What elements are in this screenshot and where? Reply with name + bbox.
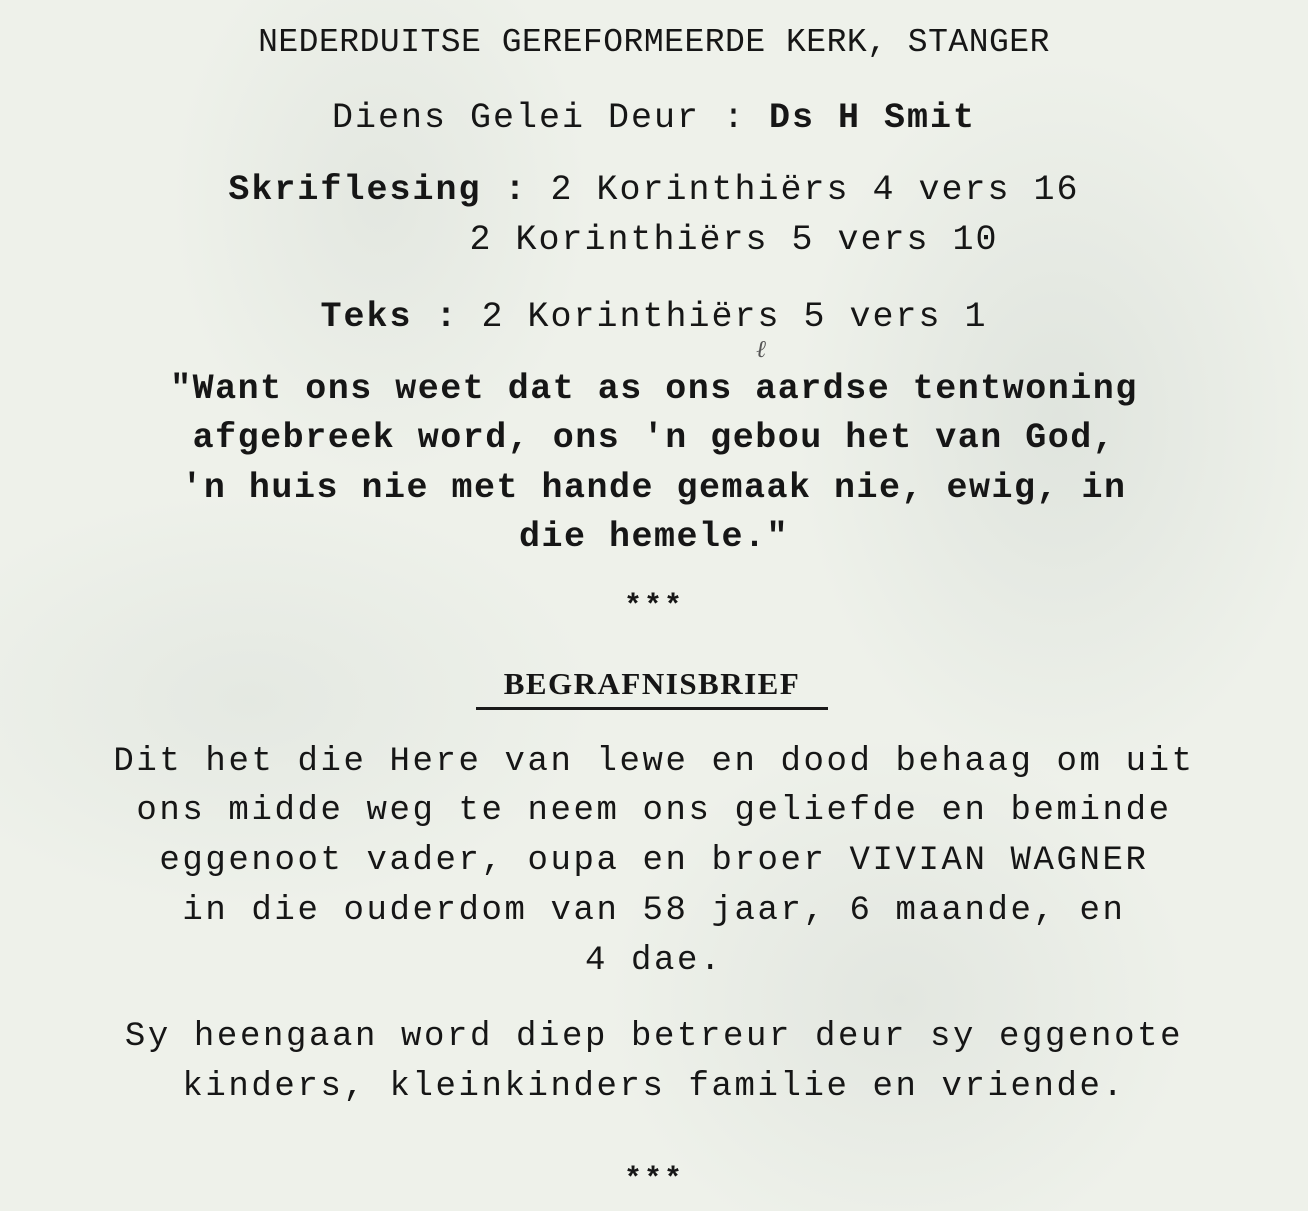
scripture-reading-1: 2 Korinthiërs 4 vers 16 [550, 170, 1080, 210]
quote-line-1: "Want ons weet dat as ons aardse tentwoning [170, 369, 1138, 409]
quote-line-4: die hemele." [518, 517, 790, 557]
service-label: Diens Gelei Deur : [331, 98, 770, 138]
scripture-separator: : [481, 170, 551, 210]
quote-line-2: afgebreek word, ons 'n gebou het van God, [192, 418, 1116, 458]
text-reference-line [0, 297, 1308, 337]
paragraph-1-line-2: ons midde weg te neem ons geliefde en beminde [136, 792, 1172, 830]
paragraph-2-line-2: kinders, kleinkinders familie en vriende. [182, 1068, 1126, 1106]
heading-underline [476, 707, 828, 710]
scripture-label: Skriflesing [228, 170, 482, 210]
handwritten-mark: ℓ [756, 335, 766, 363]
text-reference: 2 Korinthiërs 5 vers 1 [481, 297, 988, 337]
paragraph-1-line-5: 4 dae. [584, 942, 724, 980]
paragraph-2-line-1: Sy heengaan word diep betreur deur sy eggenote [124, 1018, 1184, 1056]
scripture-reading-line [0, 170, 1308, 210]
paragraph-1-line-1: Dit het die Here van lewe en dood behaag om uit [113, 743, 1195, 781]
scripture-reading-2: 2 Korinthiërs 5 vers 10 [469, 220, 999, 260]
text-separator: : [412, 297, 482, 337]
service-leader-line [0, 98, 1308, 138]
quote-line-3: 'n huis nie met hande gemaak nie, ewig, in [181, 468, 1127, 508]
service-leader: Ds H Smit [769, 98, 977, 138]
text-label: Teks [320, 297, 413, 337]
church-name: NEDERDUITSE GEREFORMEERDE KERK, STANGER [258, 24, 1050, 61]
letter-heading: BEGRAFNISBRIEF [503, 666, 801, 701]
divider-stars-2: *** [623, 1163, 684, 1197]
paragraph-1-line-4: in die ouderdom van 58 jaar, 6 maande, en [182, 892, 1126, 930]
divider-stars-1: *** [623, 590, 684, 624]
paragraph-1-line-3: eggenoot vader, oupa en broer VIVIAN WAGNER [159, 842, 1149, 880]
